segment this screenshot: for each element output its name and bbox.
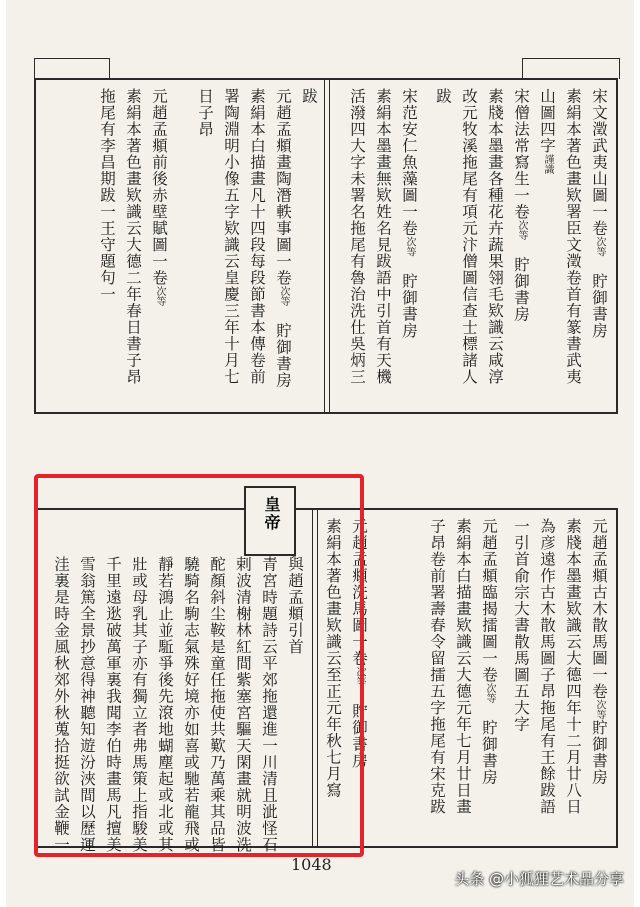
top-tab-left <box>34 58 110 79</box>
highlight-box <box>34 474 364 857</box>
top-tab-right <box>522 58 620 79</box>
text-column: 跋 <box>300 88 318 105</box>
text-column: 與趙孟頫引首 <box>286 556 304 655</box>
text-column: 素絹本著色畫欵署臣文澂卷首有篆書武夷 <box>564 88 582 385</box>
text-column: 跋 <box>434 88 452 105</box>
upper-gutter-line <box>324 80 325 412</box>
text-column: 山圖四字謹識 <box>538 88 556 174</box>
text-column: 千里遠逖破萬軍裏我聞李伯時畫馬凡擅美 <box>104 556 122 853</box>
text-column: 素絹本白描畫欵識云大德元年七月廿日畫 <box>454 518 472 815</box>
text-column: 活潑四大字未署名拖尾有魯治洗仕吳炳三 <box>348 88 366 385</box>
text-column: 酡顏斜尘鞍是童任拖使共歎乃萬乘其品皆 <box>208 556 226 853</box>
text-column: 素絹本著色畫欵識云大德二年春日書子昂 <box>124 88 142 385</box>
text-column: 青宮時題詩云平郊拖還進一川清且泚怪石 <box>260 556 278 853</box>
page-number: 1048 <box>291 855 332 874</box>
text-column: 靜若鴻止並駈爭後先滾地蝴塵起或北或其 <box>156 556 174 853</box>
text-column: 驍騎名駒志氣殊好境亦如喜或馳若龍飛或 <box>182 556 200 853</box>
text-column: 元趙孟頫古木散馬圖一卷次等貯御書房 <box>590 518 608 786</box>
text-column: 日子昂 <box>196 88 214 138</box>
text-column: 子昂卷前署壽春令留擂五字拖尾有宋克跋 <box>428 518 446 815</box>
imperial-title-banner: 皇帝 <box>244 486 296 556</box>
text-column: 素絹本著色畫欵識云至正元年秋七月寫 <box>324 518 342 799</box>
lower-frame-right <box>616 508 618 848</box>
text-column: 素牋本墨畫欵識云大德四年十二月廿八日 <box>564 518 582 815</box>
text-column: 剌波清榭林紅間紫塞宮驅天閑畫就明波洗 <box>234 556 252 853</box>
text-column: 素絹本墨畫無欵姓名見跋語中引首有天機 <box>374 88 392 385</box>
text-column: 署陶淵明小像五字欵識云皇慶三年十月七 <box>222 88 240 385</box>
text-column: 元趙孟頫畫陶潛軼事圖一卷次等 貯御書房 <box>274 88 292 389</box>
text-column: 宋僧法常寫生一卷次等 貯御書房 <box>512 88 530 323</box>
upper-frame-left <box>34 78 36 414</box>
upper-frame-top <box>34 78 618 80</box>
text-column: 素牋本墨畫各種花卉蔬果翎毛欵識云咸淳 <box>486 88 504 385</box>
text-column: 元趙孟頫洗馬圖一卷次等 貯御書房 <box>350 518 368 769</box>
text-column: 為彦遠作古木散馬圖子昂拖尾有王餘跋語 <box>538 518 556 815</box>
text-column: 壯或母乳其子亦有獨立者弗馬策上指駿美 <box>130 556 148 853</box>
text-column: 元趙孟頫前後赤壁賦圖一卷次等 <box>150 88 168 306</box>
text-column: 洼裏是時金風秋郊外秋蒐拾挺欲試金鞭一 <box>52 556 70 853</box>
text-column: 改元牧溪拖尾有項元汴僧圖信查士標諸人 <box>460 88 478 385</box>
text-column: 素絹本白描畫凡十四段每段節書本傳卷前 <box>248 88 266 385</box>
text-column: 一引首俞宗大書散馬圖五大字 <box>512 518 530 733</box>
text-column: 元趙孟頫臨揭擂圖一卷次等 貯御書房 <box>480 518 498 786</box>
upper-frame-right <box>616 78 618 414</box>
text-column: 宋文澂武夷山圖一卷次等 貯御書房 <box>590 88 608 339</box>
upper-gutter-line-2 <box>329 80 330 412</box>
upper-frame-bottom <box>34 412 618 414</box>
text-column: 宋范安仁魚藻圖一卷次等 貯御書房 <box>400 88 418 339</box>
watermark: 头条 @小狐狸艺术品分享 <box>454 870 624 888</box>
text-column: 雪翁篤全景抄意得神聽知遊汾浹間以歷運 <box>78 556 96 853</box>
text-column: 拖尾有李昌期跋一王守題句一 <box>98 88 116 303</box>
